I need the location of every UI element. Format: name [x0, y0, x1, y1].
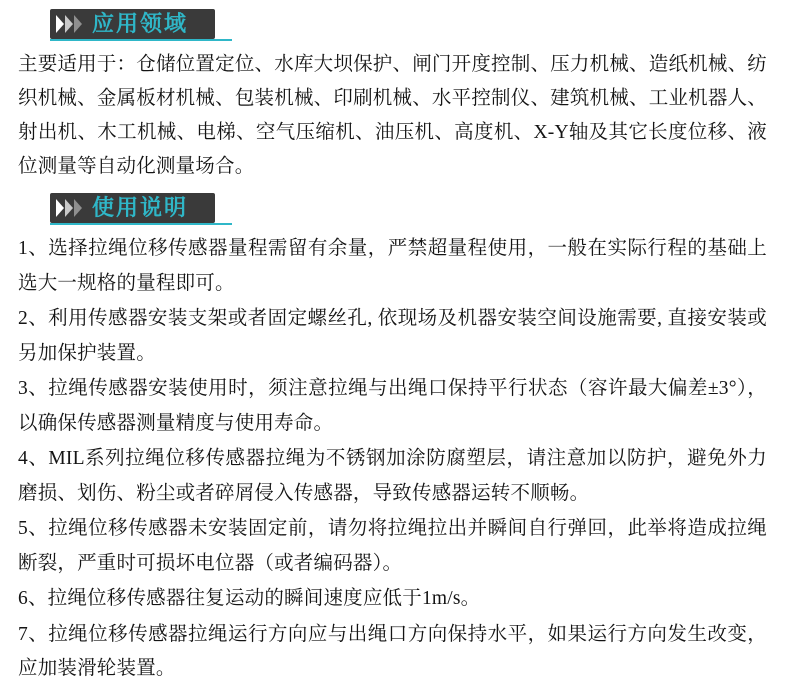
- list-item: 1、选择拉绳位移传感器量程需留有余量，严禁超量程使用，一般在实际行程的基础上选大一规格的量程即可。: [18, 238, 767, 294]
- section-heading-instructions: [18, 192, 767, 226]
- application-fields-body: 主要适用于：仓储位置定位、水库大坝保护、闸门开度控制、压力机械、造纸机械、纺织机械、金属板材机械、包装机械、印刷机械、水平控制仪、建筑机械、工业机器人、射出机、木工机械、电梯、空气压缩机、油压机、高度机、X-Y轴及其它长度位移、液位测量等自动化测量场合。: [18, 54, 767, 177]
- section-title-application-fields: 应用领域: [92, 11, 189, 36]
- list-item: 2、利用传感器安装支架或者固定螺丝孔, 依现场及机器安装空间设施需要, 直接安装或另加保护装置。: [18, 308, 767, 364]
- section-heading-application-fields: [18, 8, 767, 42]
- heading-underline: [50, 39, 232, 41]
- heading-underline: [50, 223, 232, 225]
- list-item: 3、拉绳传感器安装使用时，须注意拉绳与出绳口保持平行状态（容许最大偏差±3°），以确保传感器测量精度与使用寿命。: [18, 378, 767, 434]
- section-title-instructions: 使用说明: [92, 195, 189, 220]
- list-item: 7、拉绳位移传感器拉绳运行方向应与出绳口方向保持水平，如果运行方向发生改变，应加装滑轮装置。: [18, 623, 767, 679]
- instructions-list: [18, 232, 767, 687]
- list-item: 6、拉绳位移传感器往复运动的瞬间速度应低于1m/s。: [18, 588, 481, 609]
- list-item: 4、MIL系列拉绳位移传感器拉绳为不锈钢加涂防腐塑层，请注意加以防护，避免外力磨损、划伤、粉尘或者碎屑侵入传感器，导致传感器运转不顺畅。: [18, 448, 767, 504]
- chevron-right-icon: [56, 197, 82, 219]
- list-item: 5、拉绳位移传感器未安装固定前，请勿将拉绳拉出并瞬间自行弹回，此举将造成拉绳断裂，严重时可损坏电位器（或者编码器）。: [18, 518, 767, 574]
- chevron-right-icon: [56, 13, 82, 35]
